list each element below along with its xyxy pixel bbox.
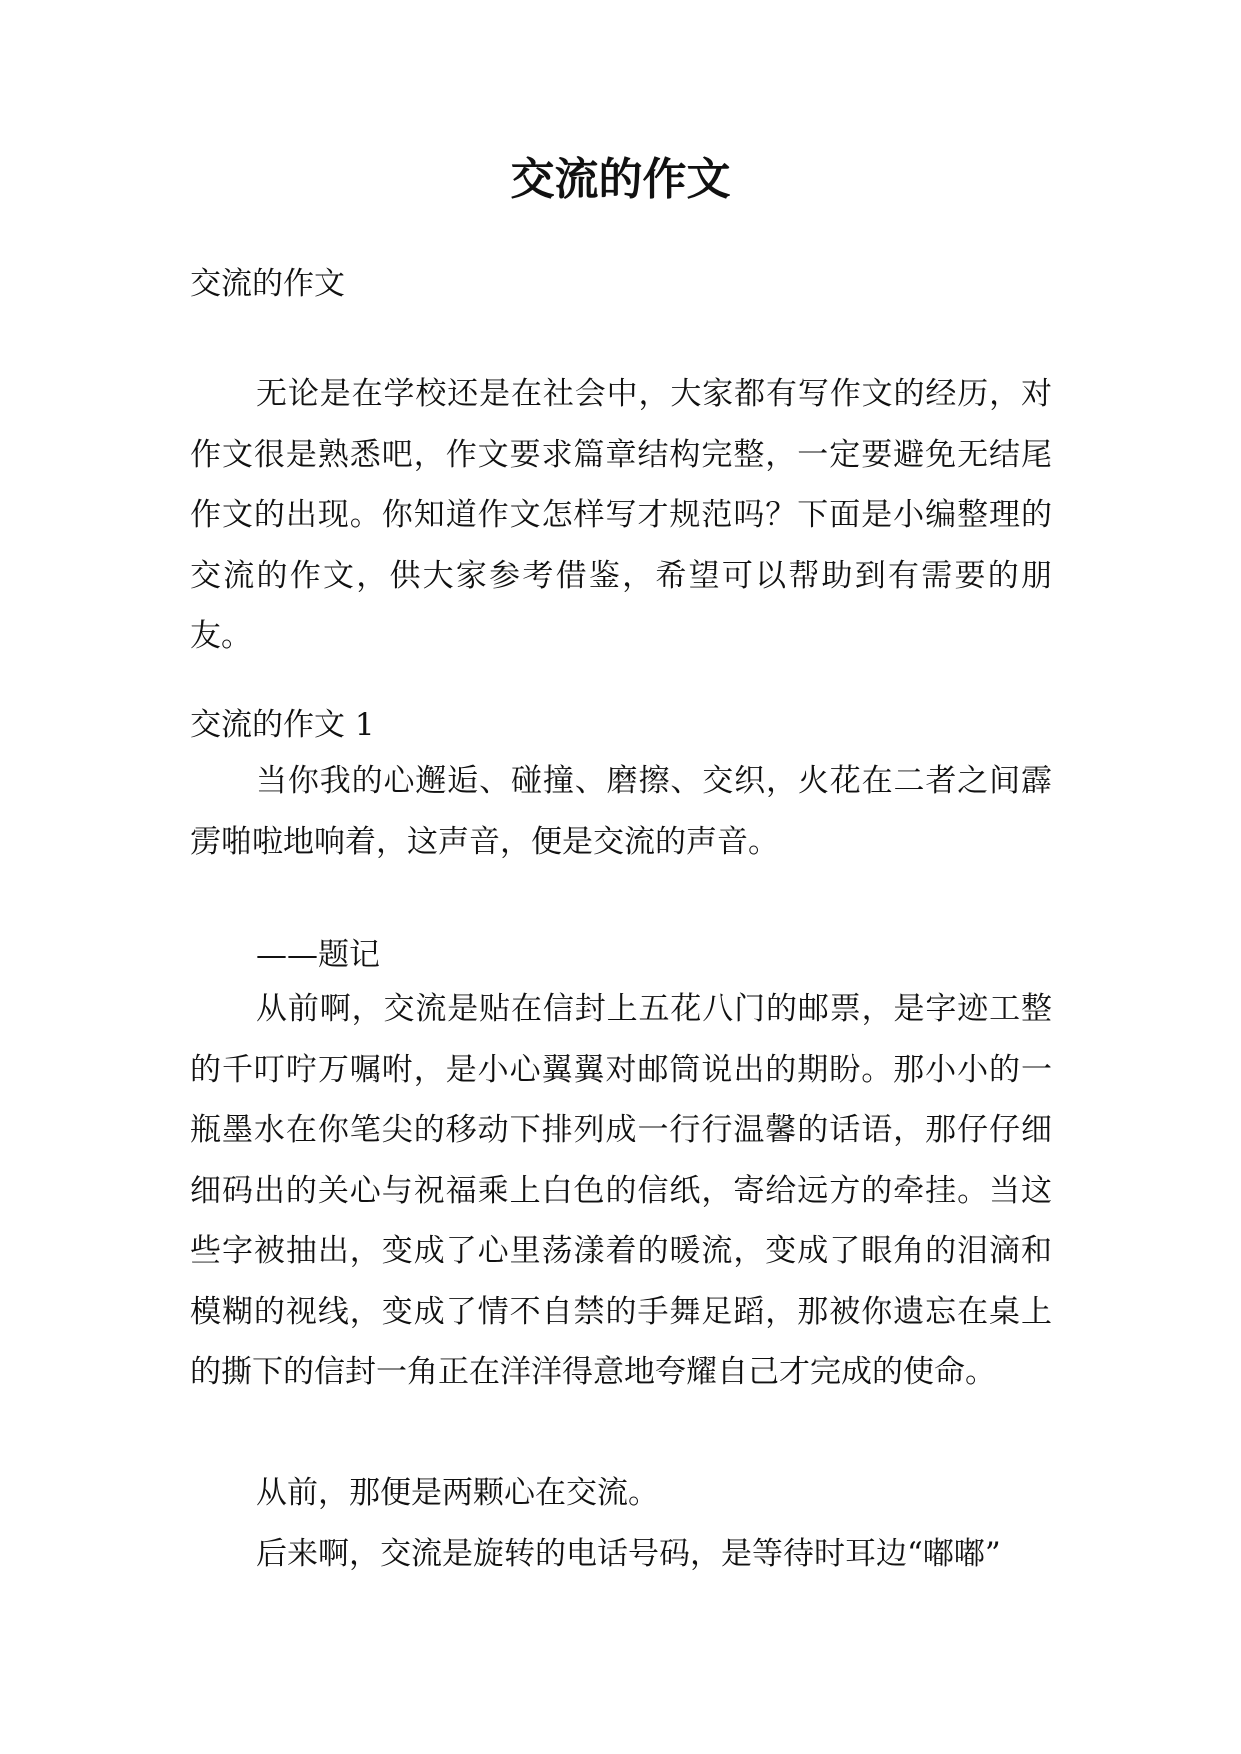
document-title: 交流的作文 (510, 154, 731, 205)
epigraph-attribution: ——题记 (256, 937, 380, 973)
body-paragraph-1: 从前啊，交流是贴在信封上五花八门的邮票，是字迹工整的千叮咛万嘱咐，是小心翼翼对邮筒说出的期盼。那小小的一瓶墨水在你笔尖的移动下排列成一行行温馨的话语，那仔仔细细码出的关心与祝福乘上白色的信纸，寄给远方的牵挂。当这些字被抽出，变成了心里荡漾着的暖流，变成了眼角的泪滴和模糊的视线，变成了情不自禁的手舞足蹈，那被你遗忘在桌上的撕下的信封一角正在洋洋得意地夸耀自己才完成的使命。 (190, 991, 1052, 1390)
body-paragraph-2: 从前，那便是两颗心在交流。 (256, 1475, 659, 1511)
body-paragraph-3: 后来啊，交流是旋转的电话号码，是等待时耳边“嘟嘟” (256, 1536, 1001, 1572)
epigraph-paragraph: 当你我的心邂逅、碰撞、磨擦、交织，火花在二者之间霹雳啪啦地响着，这声音，便是交流的声音。 (190, 763, 1052, 860)
document-subtitle: 交流的作文 (190, 266, 345, 302)
section-heading: 交流的作文 1 (190, 707, 375, 743)
intro-paragraph: 无论是在学校还是在社会中，大家都有写作文的经历，对作文很是熟悉吧，作文要求篇章结构完整，一定要避免无结尾作文的出现。你知道作文怎样写才规范吗？下面是小编整理的交流的作文，供大家参考借鉴，希望可以帮助到有需要的朋友。 (190, 376, 1052, 654)
